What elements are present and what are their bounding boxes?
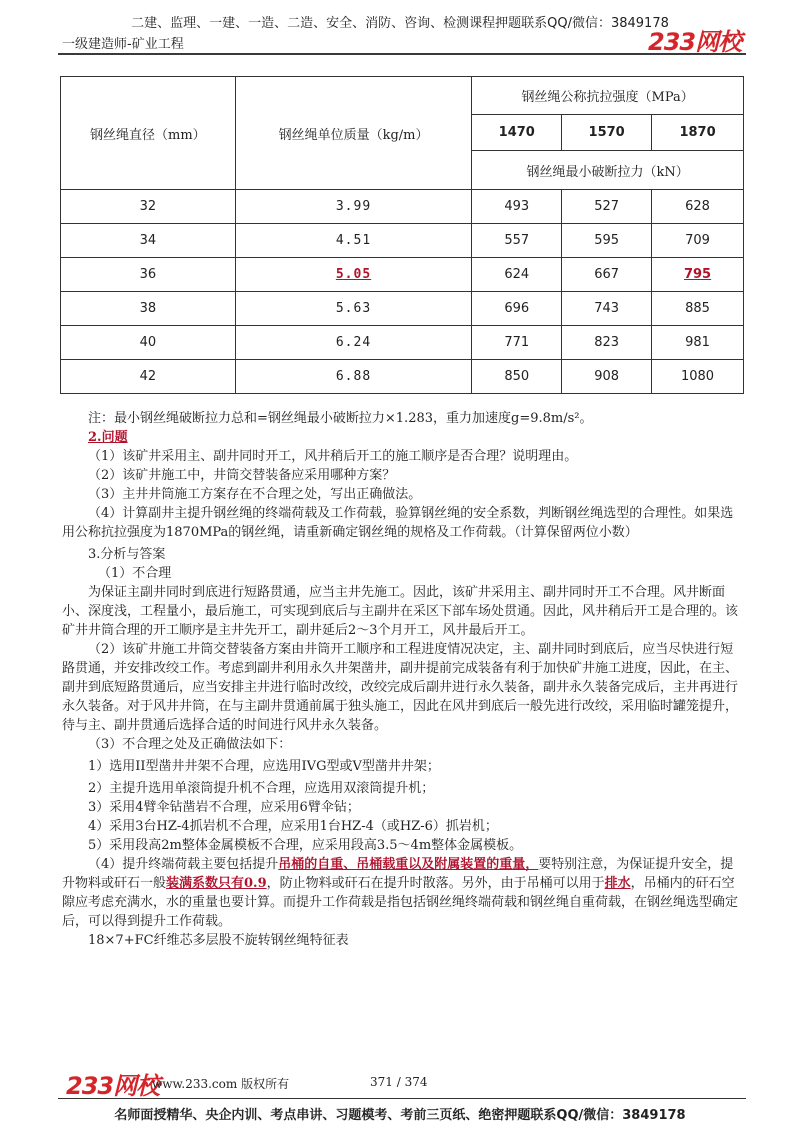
table-row xyxy=(61,292,744,326)
header-strength-1570: 1570 xyxy=(562,115,652,151)
table-row xyxy=(61,224,744,258)
answer-4-highlight-loads: 吊桶的自重、吊桶载重以及附属装置的重量， xyxy=(278,857,539,872)
footer-brand-logo[interactable]: 233网校 xyxy=(66,1072,160,1100)
cell-force-1570: 667 xyxy=(562,258,652,292)
answer-4-highlight-fill-factor: 装满系数只有0.9 xyxy=(166,876,267,891)
header-strength-1870: 1870 xyxy=(652,115,744,151)
header-top-text: 二建、监理、一建、一造、二造、安全、消防、咨询、检测课程押题联系QQ/微信：3849178 xyxy=(131,16,669,31)
header-unit-mass: 钢丝绳单位质量（kg/m） xyxy=(235,77,472,190)
answer-3-title: （3）不合理之处及正确做法如下： xyxy=(88,737,292,752)
document-body xyxy=(62,409,744,950)
question-2: （2）该矿井施工中，井筒交替装备应采用哪种方案？ xyxy=(88,468,396,483)
header-divider xyxy=(58,53,746,55)
cell-unit-mass: 3.99 xyxy=(235,190,472,224)
cell-diameter: 32 xyxy=(61,190,236,224)
answer-4-pre: （4）提升终端荷载主要包括提升 xyxy=(88,857,279,872)
answer-4-highlight-drainage: 排水 xyxy=(604,876,631,891)
question-4: （4）计算副井主提升钢丝绳的终端荷载及工作荷载，验算钢丝绳的安全系数，判断钢丝绳选型的合理性。如果选用公称抗拉强度为1870MPa的钢丝绳，请重新确定钢丝绳的规格及工作荷载。（计算保留两位小数） xyxy=(62,506,734,540)
cell-force-1470: 696 xyxy=(472,292,562,326)
cell-force-1570: 595 xyxy=(562,224,652,258)
header-tensile-strength: 钢丝绳公称抗拉强度（MPa） xyxy=(472,77,744,115)
table-note: 注：最小钢丝绳破断拉力总和=钢丝绳最小破断拉力×1.283，重力加速度g=9.8m/s²。 xyxy=(88,411,593,426)
question-3: （3）主井井筒施工方案存在不合理之处，写出正确做法。 xyxy=(88,487,422,502)
cell-force-1870: 709 xyxy=(652,224,744,258)
section-answers-title: 3.分析与答案 xyxy=(88,547,166,562)
cell-force-1570: 743 xyxy=(562,292,652,326)
wire-rope-spec-table xyxy=(60,76,744,394)
cell-unit-mass: 6.24 xyxy=(235,326,472,360)
cell-diameter: 40 xyxy=(61,326,236,360)
answer-4-post: ，吊桶内的矸石空隙应考虑充满水，水的重量也要计算。而提升工作荷载是指包括钢丝绳终端荷载和钢丝绳自重荷载，在钢丝绳选型确定后，可以得到提升工作荷载。 xyxy=(62,876,739,929)
answer-3-item: 4）采用3台HZ-4抓岩机不合理，应采用1台HZ-4（或HZ-6）抓岩机； xyxy=(88,819,498,834)
question-1: （1）该矿井采用主、副井同时开工，风井稍后开工的施工顺序是否合理？说明理由。 xyxy=(88,449,578,464)
table-row xyxy=(61,258,744,292)
table-row xyxy=(61,190,744,224)
answer-2-text: （2）该矿井施工井筒交替装备方案由井筒开工顺序和工程进度情况决定，主、副井同时到底后，应当尽快进行短路贯通，并安排改绞工作。考虑到副井利用永久井架凿井，副井提前完成装备有利于加快矿井施工进度，因此，在主、副井到底短路贯通后，应当安排主井进行临时改绞，改绞完成后副井进行永久装备，副井永久装备完成后，主井再进行永久装备。对于风井井筒，在与主副井贯通前属于独头施工，因此在风井到底后一般先进行改绞，采用临时罐笼提升，待与主、副井贯通后选择合适的时间进行风井永久装备。 xyxy=(62,642,739,733)
cell-diameter: 38 xyxy=(61,292,236,326)
answer-3-item: 1）选用II型凿井井架不合理，应选用IVG型或V型凿井井架； xyxy=(88,759,440,774)
cell-diameter: 34 xyxy=(61,224,236,258)
cell-force-1570: 527 xyxy=(562,190,652,224)
header-diameter: 钢丝绳直径（mm） xyxy=(61,77,236,190)
answer-1-text: 为保证主副井同时到底进行短路贯通，应当主井先施工。因此，该矿井采用主、副井同时开工不合理。风井断面小、深度浅，工程量小，最后施工，可实现到底后与主副井在采区下部车场处贯通。因此，风井稍后开工是合理的。该矿井井筒合理的开工顺序是主井先开工，副井延后2～3个月开工，风井最后开工。 xyxy=(62,585,739,638)
cell-force-1570: 908 xyxy=(562,360,652,394)
answer-3-item: 2）主提升选用单滚筒提升机不合理，应选用双滚筒提升机； xyxy=(88,781,435,796)
answer-3-item: 5）采用段高2m整体金属模板不合理，应采用段高3.5～4m整体金属模板。 xyxy=(88,838,523,853)
answer-1-label: （1）不合理 xyxy=(98,566,172,581)
cell-force-1870: 981 xyxy=(652,326,744,360)
footer-copyright: www.233.com 版权所有 xyxy=(152,1077,290,1091)
table-row xyxy=(61,326,744,360)
cell-unit-mass-highlighted: 5.05 xyxy=(235,258,472,292)
cell-force-1570: 823 xyxy=(562,326,652,360)
cell-force-1470: 624 xyxy=(472,258,562,292)
answer-3-item: 3）采用4臂伞钻凿岩不合理，应采用6臂伞钻； xyxy=(88,800,360,815)
cell-diameter: 36 xyxy=(61,258,236,292)
next-table-caption: 18×7+FC纤维芯多层股不旋转钢丝绳特征表 xyxy=(88,933,349,948)
cell-force-1470: 557 xyxy=(472,224,562,258)
brand-logo[interactable]: 233网校 xyxy=(648,28,742,56)
cell-force-1870-highlighted: 795 xyxy=(652,258,744,292)
section-questions-title: 2.问题 xyxy=(88,430,128,445)
header-strength-1470: 1470 xyxy=(472,115,562,151)
cell-force-1470: 771 xyxy=(472,326,562,360)
header-subtitle: 一级建造师-矿业工程 xyxy=(62,37,184,52)
footer-bottom-text: 名师面授精华、央企内训、考点串讲、习题模考、考前三页纸、绝密押题联系QQ/微信：3849178 xyxy=(114,1108,686,1123)
cell-unit-mass: 5.63 xyxy=(235,292,472,326)
table-row xyxy=(61,360,744,394)
cell-force-1470: 493 xyxy=(472,190,562,224)
answer-4-text xyxy=(62,855,744,931)
answer-4-mid2: ，防止物料或矸石在提升时散落。另外，由于吊桶可以用于 xyxy=(266,876,605,891)
cell-diameter: 42 xyxy=(61,360,236,394)
cell-unit-mass: 6.88 xyxy=(235,360,472,394)
footer-divider xyxy=(58,1098,746,1099)
cell-force-1470: 850 xyxy=(472,360,562,394)
answer-4-mid: 要特别注意，为保证提升安全，提升物料或矸石一般 xyxy=(62,857,734,891)
cell-force-1870: 885 xyxy=(652,292,744,326)
page-number: 371 / 374 xyxy=(370,1075,428,1089)
cell-force-1870: 628 xyxy=(652,190,744,224)
header-breaking-force: 钢丝绳最小破断拉力（kN） xyxy=(472,151,744,190)
cell-unit-mass: 4.51 xyxy=(235,224,472,258)
cell-force-1870: 1080 xyxy=(652,360,744,394)
